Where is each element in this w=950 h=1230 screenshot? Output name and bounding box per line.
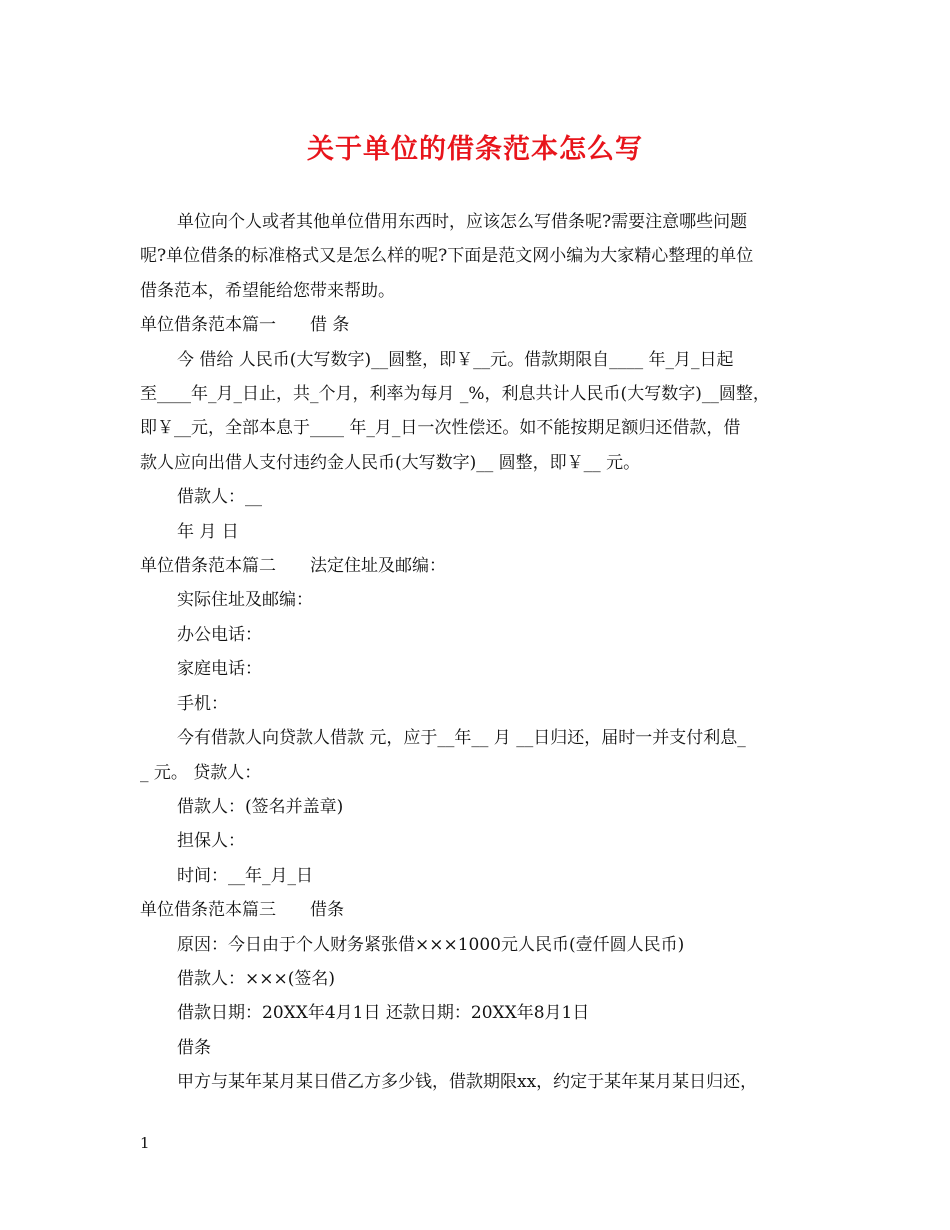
borrower-line: 借款人：×××(签名) <box>177 968 335 989</box>
paragraph-line: 即￥__元，全部本息于____ 年_月_日一次性偿还。如不能按期足额归还借款，借 <box>140 418 741 439</box>
address-line: 实际住址及邮编： <box>177 590 313 611</box>
document-body <box>140 205 830 1100</box>
paragraph-line: 今有借款人向贷款人借款 元，应于__年__ 月 __日归还，届时一并支付利息_ <box>177 728 746 749</box>
paragraph-line: 今 借给 人民币(大写数字)__圆整，即￥__元。借款期限自____ 年_月_日起 <box>177 349 734 370</box>
paragraph-line: 借条范本，希望能给您带来帮助。 <box>140 280 395 301</box>
section-heading-2: 单位借条范本篇二 法定住址及邮编： <box>140 556 446 577</box>
paragraph-line: 呢?单位借条的标准格式又是怎么样的呢?下面是范文网小编为大家精心整理的单位 <box>140 246 754 267</box>
mobile-line: 手机： <box>177 693 228 714</box>
paragraph-line: 甲方与某年某月某日借乙方多少钱，借款期限xx，约定于某年某月某日归还， <box>177 1072 758 1093</box>
time-line: 时间：__年_月_日 <box>177 865 313 886</box>
borrower-line: 借款人：__ <box>177 487 262 508</box>
paragraph-line: 至____年_月_日止，共_个月，利率为每月 _%，利息共计人民币(大写数字)__圆整， <box>140 384 770 405</box>
page-number: 1 <box>140 1134 150 1152</box>
loan-dates-line: 借款日期：20XX年4月1日 还款日期：20XX年8月1日 <box>177 1003 590 1024</box>
date-line: 年 月 日 <box>177 521 239 542</box>
subheading-line: 借条 <box>177 1037 211 1058</box>
section-heading-3: 单位借条范本篇三 借条 <box>140 900 344 921</box>
home-phone-line: 家庭电话： <box>177 659 262 680</box>
reason-line: 原因：今日由于个人财务紧张借×××1000元人民币(壹仟圆人民币) <box>177 934 685 955</box>
document-title: 关于单位的借条范本怎么写 <box>307 134 643 165</box>
guarantor-line: 担保人： <box>177 831 245 852</box>
section-heading-1: 单位借条范本篇一 借 条 <box>140 315 350 336</box>
paragraph-line: _ 元。 贷款人： <box>140 762 262 783</box>
paragraph-line: 单位向个人或者其他单位借用东西时，应该怎么写借条呢?需要注意哪些问题 <box>177 212 748 232</box>
borrower-signature-line: 借款人：(签名并盖章) <box>177 796 344 817</box>
office-phone-line: 办公电话： <box>177 624 262 645</box>
paragraph-line: 款人应向出借人支付违约金人民币(大写数字)__ 圆整，即￥__ 元。 <box>140 452 641 473</box>
